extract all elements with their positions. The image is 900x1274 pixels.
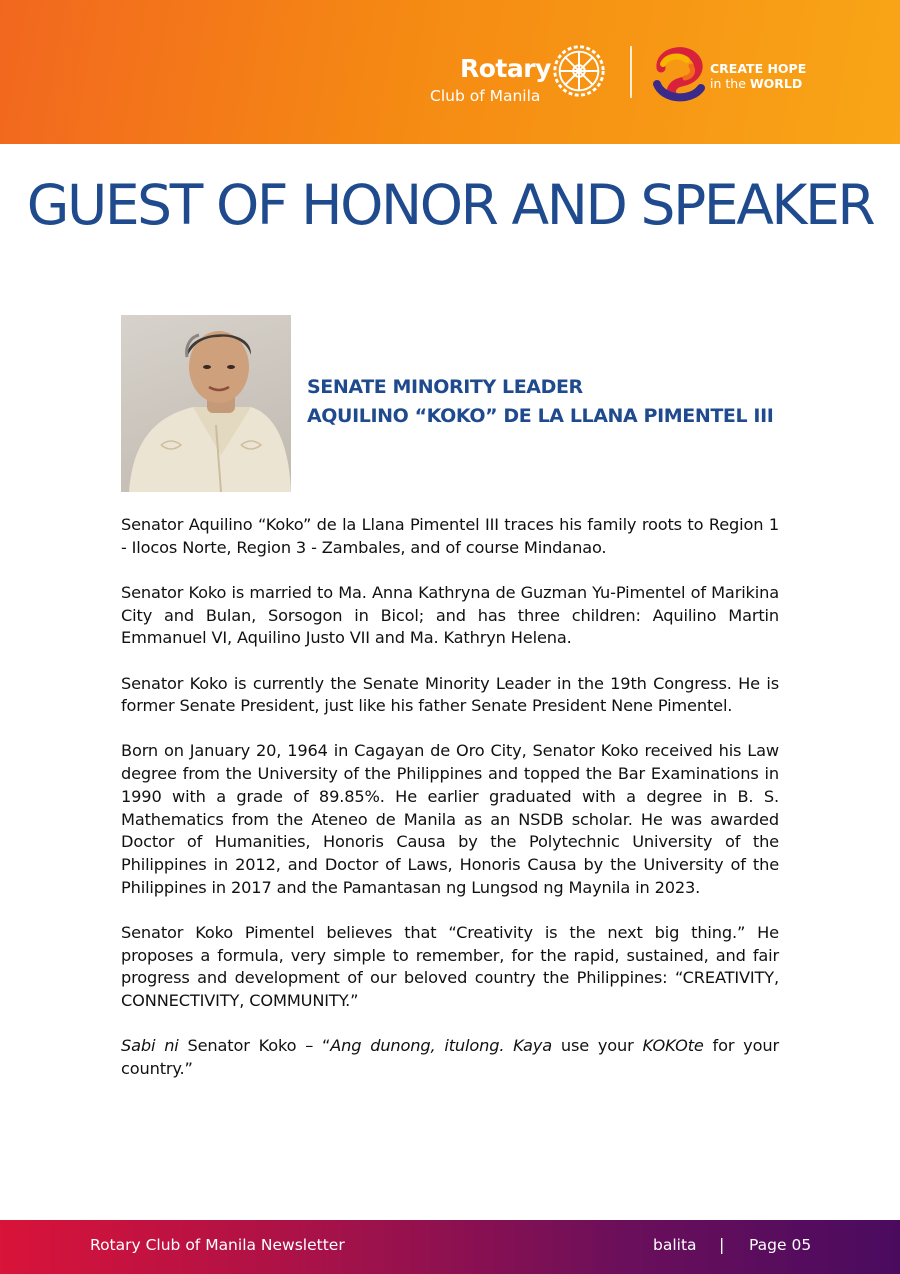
theme-line-1: CREATE HOPE bbox=[710, 61, 807, 76]
rotary-wordmark: Rotary bbox=[460, 54, 551, 83]
paragraph-quote: Sabi ni Senator Koko – “Ang dunong, itulong. Kaya use your KOKOte for your country.” bbox=[121, 1036, 779, 1078]
footer-publication: Rotary Club of Manila Newsletter bbox=[90, 1236, 345, 1254]
rotary-wheel-icon bbox=[550, 42, 608, 100]
footer-bar bbox=[0, 1220, 900, 1274]
page-title: GUEST OF HONOR AND SPEAKER bbox=[26, 173, 874, 237]
footer-section: balita bbox=[653, 1236, 697, 1254]
speaker-portrait-image bbox=[121, 315, 291, 492]
speaker-position: SENATE MINORITY LEADER bbox=[307, 376, 583, 398]
speaker-photo bbox=[121, 315, 291, 492]
paragraph-family: Senator Koko is married to Ma. Anna Kathryna de Guzman Yu-Pimentel of Marikina City and Bulan, Sorsogon in Bicol; and has three children: Aquilino Martin Emmanuel VI, Aquilino Justo VII and Ma. Kathryn Helena. bbox=[121, 582, 779, 648]
footer-separator: | bbox=[719, 1235, 725, 1254]
footer-page-number: Page 05 bbox=[749, 1236, 812, 1254]
paragraph-education: Born on January 20, 1964 in Cagayan de Oro City, Senator Koko received his Law degree from the University of the Philippines and topped the Bar Examinations in 1990 with a grade of 89.85%. He earlier graduated with a degree in B. S. Mathematics from the Ateneo de Manila as an NSDB scholar. He was awarded Doctor of Humanities, Honoris Causa by the Polytechnic University of the Philippines in 2012, and Doctor of Laws, Honoris Causa by the University of the Philippines in 2017 and the Pamantasan ng Lungsod ng Maynila in 2023. bbox=[121, 741, 779, 897]
paragraph-family-roots: Senator Aquilino “Koko” de la Llana Pimentel III traces his family roots to Region 1 - Ilocos Norte, Region 3 - Zambales, and of course Mindanao. bbox=[121, 515, 779, 557]
create-hope-swirl-icon bbox=[651, 44, 707, 104]
paragraph-creativity: Senator Koko Pimentel believes that “Creativity is the next big thing.” He proposes a formula, very simple to remember, for the rapid, sustained, and fair progress and development of our beloved country the Philippines: “CREATIVITY, CONNECTIVITY, COMMUNITY.” bbox=[121, 922, 779, 1010]
theme-line-2: in the WORLD bbox=[710, 76, 803, 91]
speaker-name: AQUILINO “KOKO” DE LA LLANA PIMENTEL III bbox=[307, 405, 774, 427]
header-banner bbox=[0, 0, 900, 144]
club-name: Club of Manila bbox=[430, 87, 541, 105]
header-divider bbox=[630, 46, 632, 98]
article-body bbox=[121, 514, 779, 1103]
paragraph-senate-role: Senator Koko is currently the Senate Minority Leader in the 19th Congress. He is former Senate President, just like his father Senate President Nene Pimentel. bbox=[121, 673, 779, 716]
